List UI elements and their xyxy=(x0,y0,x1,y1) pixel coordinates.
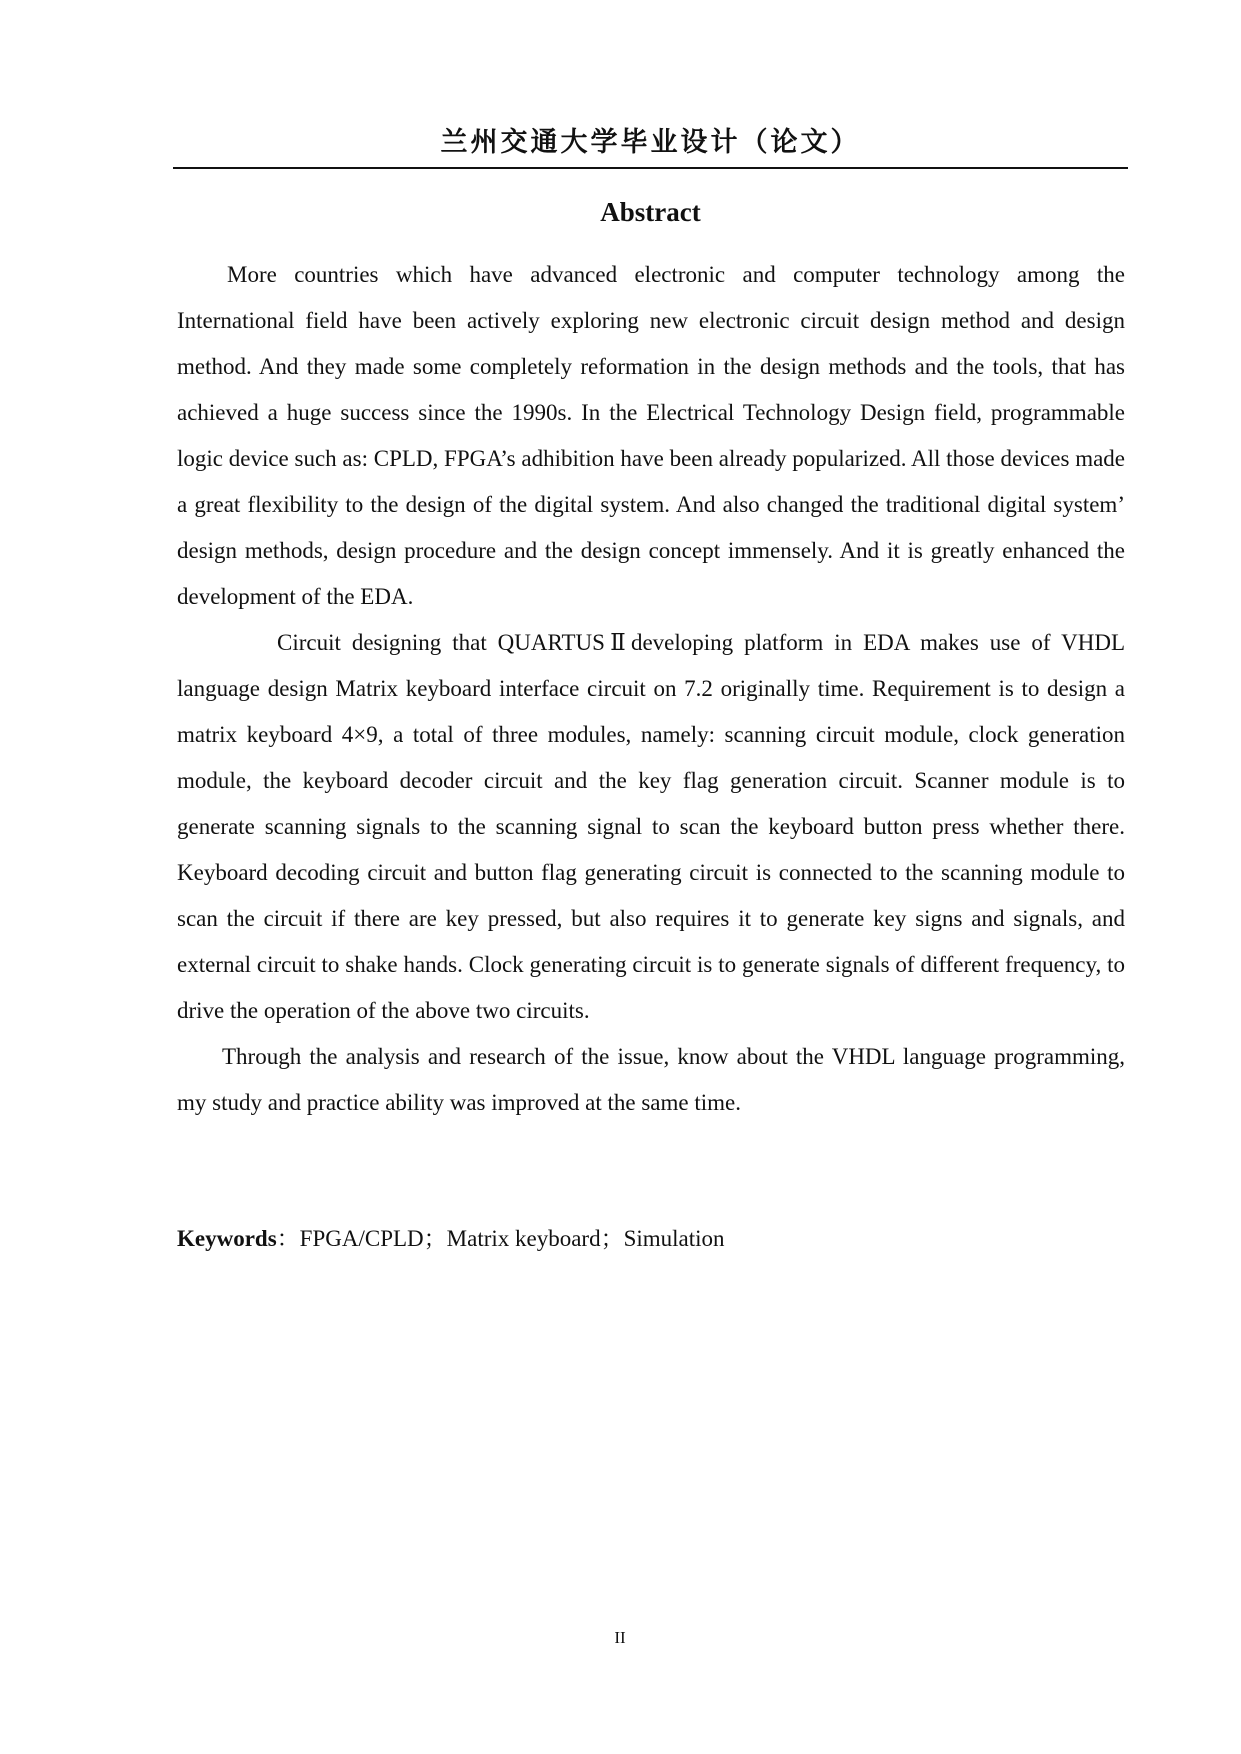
abstract-paragraph-3: Through the analysis and research of the issue, know about the VHDL language programming, my study and practice ability was improved at the same time. xyxy=(177,1044,1125,1115)
abstract-body xyxy=(177,252,1125,1126)
abstract-paragraph-2: Circuit designing that QUARTUSⅡdeveloping platform in EDA makes use of VHDL language design Matrix keyboard interface circuit on 7.2 originally time. Requirement is to design a matrix keyboard 4×9, a total of three modules, namely: scanning circuit module, clock generation module, the keyboard decoder circuit and the key flag generation circuit. Scanner module is to generate scanning signals to the scanning signal to scan the keyboard button press whether there. Keyboard decoding circuit and button flag generating circuit is connected to the scanning module to scan the circuit if there are key pressed, but also requires it to generate key signs and signals, and external circuit to shake hands. Clock generating circuit is to generate signals of different frequency, to drive the operation of the above two circuits. xyxy=(177,630,1125,1023)
page-number: II xyxy=(614,1628,626,1647)
keywords-label: Keywords xyxy=(177,1226,277,1251)
abstract-paragraph-1: More countries which have advanced electronic and computer technology among the International field have been actively exploring new electronic circuit design method and design method. And they made some completely reformation in the design methods and the tools, that has achieved a huge success since the 1990s. In the Electrical Technology Design field, programmable logic device such as: CPLD, FPGA’s adhibition have been already popularized. All those devices made a great flexibility to the design of the digital system. And also changed the traditional digital system’ design methods, design procedure and the design concept immensely. And it is greatly enhanced the development of the EDA. xyxy=(177,262,1125,609)
keywords-line xyxy=(177,1216,1125,1262)
keywords-text: ：FPGA/CPLD；Matrix keyboard；Simulation xyxy=(276,1226,725,1251)
page-header-title: 兰州交通大学毕业设计（论文） xyxy=(440,127,861,158)
abstract-heading: Abstract xyxy=(600,197,701,227)
header-divider xyxy=(173,167,1128,169)
